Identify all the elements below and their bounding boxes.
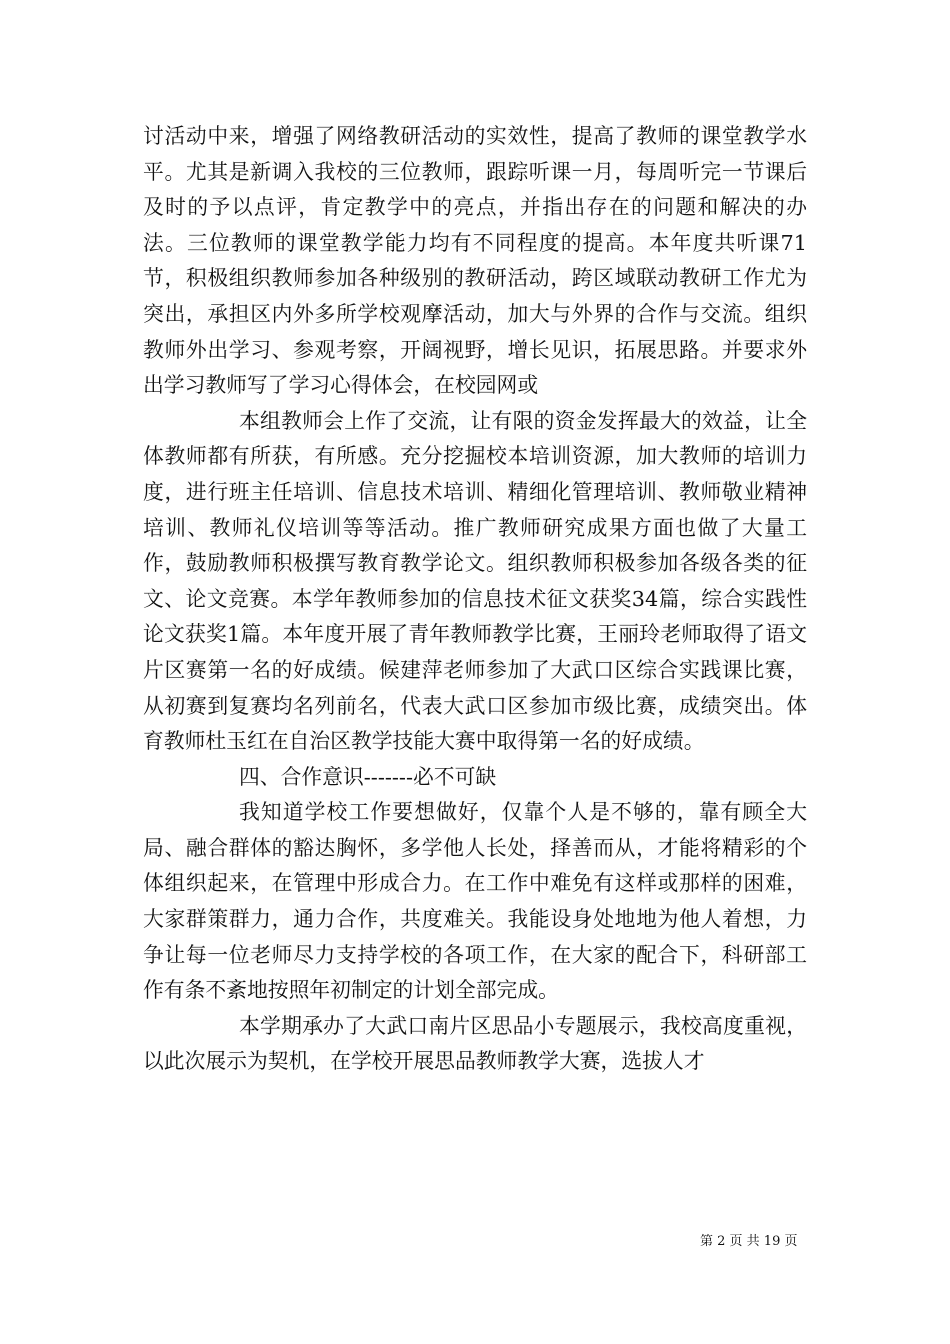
paragraph-4: 本学期承办了大武口南片区思品小专题展示，我校高度重视，以此次展示为契机，在学校开展思品教师教学大赛，选拔人才 — [143, 1013, 807, 1074]
paragraph-3: 我知道学校工作要想做好，仅靠个人是不够的，靠有顾全大局、融合群体的豁达胸怀，多学他人长处，择善而从，才能将精彩的个体组织起来，在管理中形成合力。在工作中难免有这样或那样的困难，大家群策群力，通力合作，共度难关。我能设身处地地为他人着想，力争让每一位老师尽力支持学校的各项工作，在大家的配合下，科研部工作有条不紊地按照年初制定的计划全部完成。 — [143, 800, 807, 1003]
document-body — [143, 119, 807, 1080]
page-number: 第 2 页 共 19 页 — [700, 1234, 798, 1249]
section-heading: 四、合作意识-------必不可缺 — [239, 764, 497, 789]
paragraph-2: 本组教师会上作了交流，让有限的资金发挥最大的效益，让全体教师都有所获，有所感。充分挖掘校本培训资源，加大教师的培训力度，进行班主任培训、信息技术培训、精细化管理培训、教师敬业精神培训、教师礼仪培训等等活动。推广教师研究成果方面也做了大量工作，鼓励教师积极撰写教育教学论文。组织教师积极参加各级各类的征文、论文竞赛。本学年教师参加的信息技术征文获奖34篇，综合实践性论文获奖1篇。本年度开展了青年教师教学比赛，王丽玲老师取得了语文片区赛第一名的好成绩。候建萍老师参加了大武口区综合实践课比赛，从初赛到复赛均名列前名，代表大武口区参加市级比赛，成绩突出。体育教师杜玉红在自治区教学技能大赛中取得第一名的好成绩。 — [143, 408, 807, 754]
paragraph-1: 讨活动中来，增强了网络教研活动的实效性，提高了教师的课堂教学水平。尤其是新调入我校的三位教师，跟踪听课一月，每周听完一节课后及时的予以点评，肯定教学中的亮点，并指出存在的问题和解决的办法。三位教师的课堂教学能力均有不同程度的提高。本年度共听课71节，积极组织教师参加各种级别的教研活动，跨区域联动教研工作尤为突出，承担区内外多所学校观摩活动，加大与外界的合作与交流。组织教师外出学习、参观考察，开阔视野，增长见识，拓展思路。并要求外出学习教师写了学习心得体会，在校园网或 — [143, 124, 807, 398]
